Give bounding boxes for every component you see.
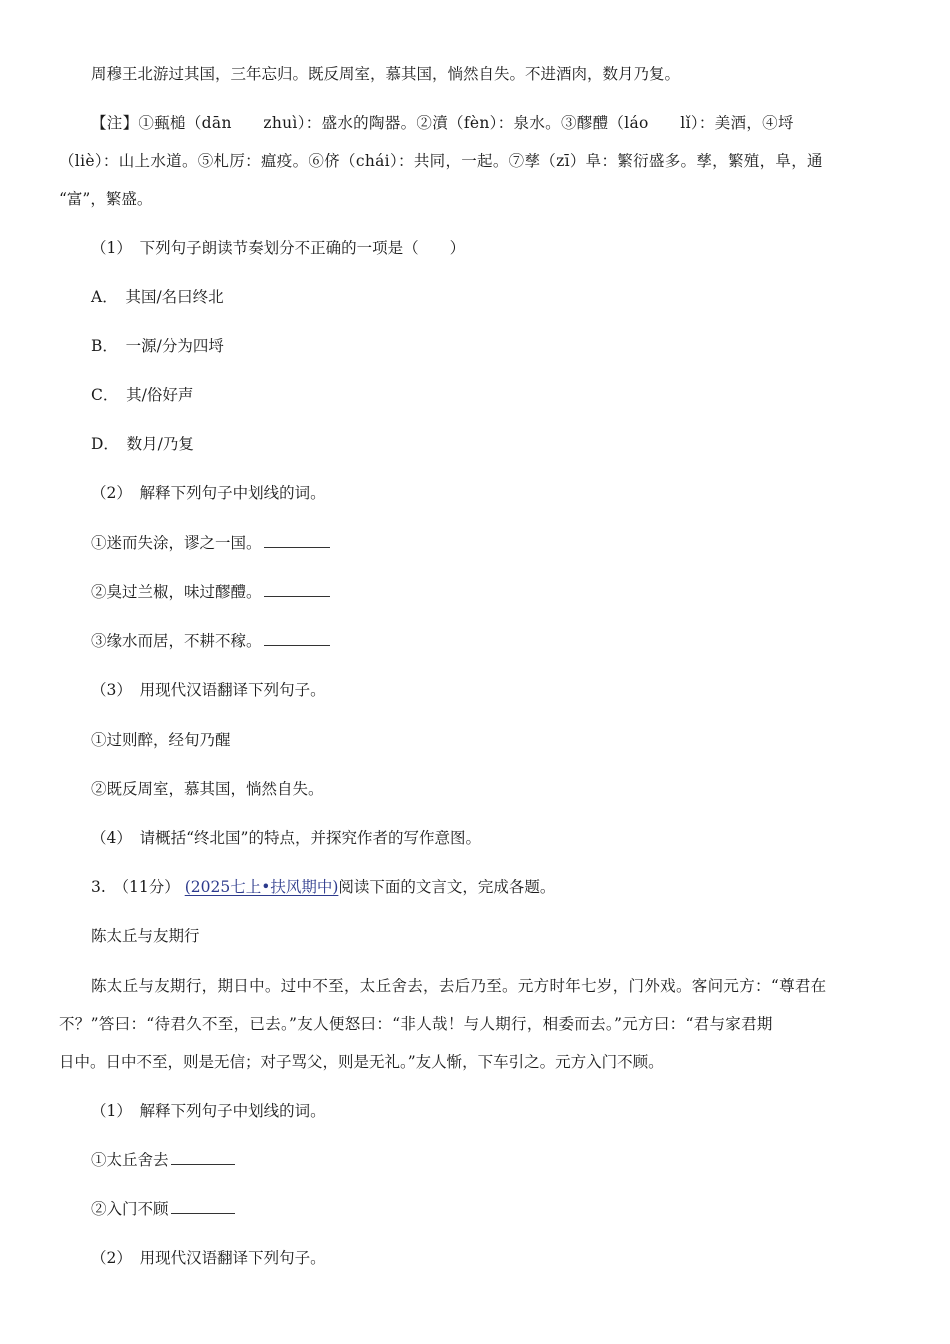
notes-line-3: “富”，繁盛。 — [59, 190, 153, 208]
q2-sub4-stem: （4） 请概括“终北国”的特点，并探究作者的写作意图。 — [91, 829, 481, 847]
q3-instruction: 阅读下面的文言文，完成各题。 — [338, 878, 556, 896]
answer-blank[interactable] — [264, 595, 330, 597]
q2-sub2-item-3-text: ③缘水而居，不耕不稼。 — [91, 632, 262, 650]
q2-sub2-item-2 — [91, 585, 330, 601]
q2-sub3-item-1: ①过则醉，经旬乃醒 — [91, 731, 231, 749]
q3-sub1-item-1 — [91, 1153, 235, 1169]
q3-sub1-stem: （1） 解释下列句子中划线的词。 — [91, 1102, 326, 1120]
answer-blank[interactable] — [171, 1212, 235, 1214]
q3-sub1-item-1-text: ①太丘舍去 — [91, 1151, 169, 1169]
q3-number: 3. （11分） — [91, 878, 180, 896]
q2-sub3-stem: （3） 用现代汉语翻译下列句子。 — [91, 681, 326, 699]
q2-sub1-stem: （1） 下列句子朗读节奏划分不正确的一项是（ ） — [91, 239, 466, 257]
q2-sub2-item-1 — [91, 536, 330, 552]
q3-sub1-item-2-text: ②入门不顾 — [91, 1200, 169, 1218]
q3-sub1-item-2 — [91, 1202, 235, 1218]
q2-sub3-item-2: ②既反周室，慕其国，惝然自失。 — [91, 780, 324, 798]
q2-option-c[interactable]: C． 其/俗好声 — [91, 386, 194, 404]
q3-source-link[interactable]: (2025七上•扶风期中) — [184, 878, 339, 896]
passage-last-line: 周穆王北游过其国，三年忘归。既反周室，慕其国，惝然自失。不进酒肉，数月乃复。 — [91, 65, 681, 83]
q3-text-line-1: 陈太丘与友期行，期日中。过中不至，太丘舍去，去后乃至。元方时年七岁，门外戏。客问元方：“尊君在 — [91, 977, 827, 995]
q3-text-line-3: 日中。日中不至，则是无信；对子骂父，则是无礼。”友人惭，下车引之。元方入门不顾。 — [59, 1053, 664, 1071]
q3-header — [91, 880, 555, 896]
q3-text-line-2: 不？”答曰：“待君久不至，已去。”友人便怒曰：“非人哉！与人期行，相委而去。”元方曰：“君与家君期 — [59, 1015, 773, 1033]
answer-blank[interactable] — [171, 1163, 235, 1165]
q2-option-d[interactable]: D． 数月/乃复 — [91, 435, 194, 453]
notes-line-1: 【注】①甀槌（dān zhuì）：盛水的陶器。②濆（fèn）：泉水。③醪醴（láo lǐ）：美酒，④埒 — [91, 114, 794, 132]
q2-option-b[interactable]: B． 一源/分为四埒 — [91, 337, 224, 355]
q2-sub2-item-1-text: ①迷而失涂，谬之一国。 — [91, 534, 262, 552]
notes-line-2: （liè）：山上水道。⑤札厉：瘟疫。⑥侪（chái）：共同，一起。⑦孳（zī）阜：繁衍盛多。孳，繁殖，阜，通 — [59, 152, 823, 170]
q2-option-a[interactable]: A． 其国/名曰终北 — [91, 288, 224, 306]
q2-sub2-item-3 — [91, 634, 330, 650]
answer-blank[interactable] — [264, 644, 330, 646]
q3-passage-title: 陈太丘与友期行 — [91, 927, 200, 945]
q3-sub2-stem: （2） 用现代汉语翻译下列句子。 — [91, 1249, 326, 1267]
q2-sub2-stem: （2） 解释下列句子中划线的词。 — [91, 484, 326, 502]
answer-blank[interactable] — [264, 546, 330, 548]
q2-sub2-item-2-text: ②臭过兰椒，味过醪醴。 — [91, 583, 262, 601]
